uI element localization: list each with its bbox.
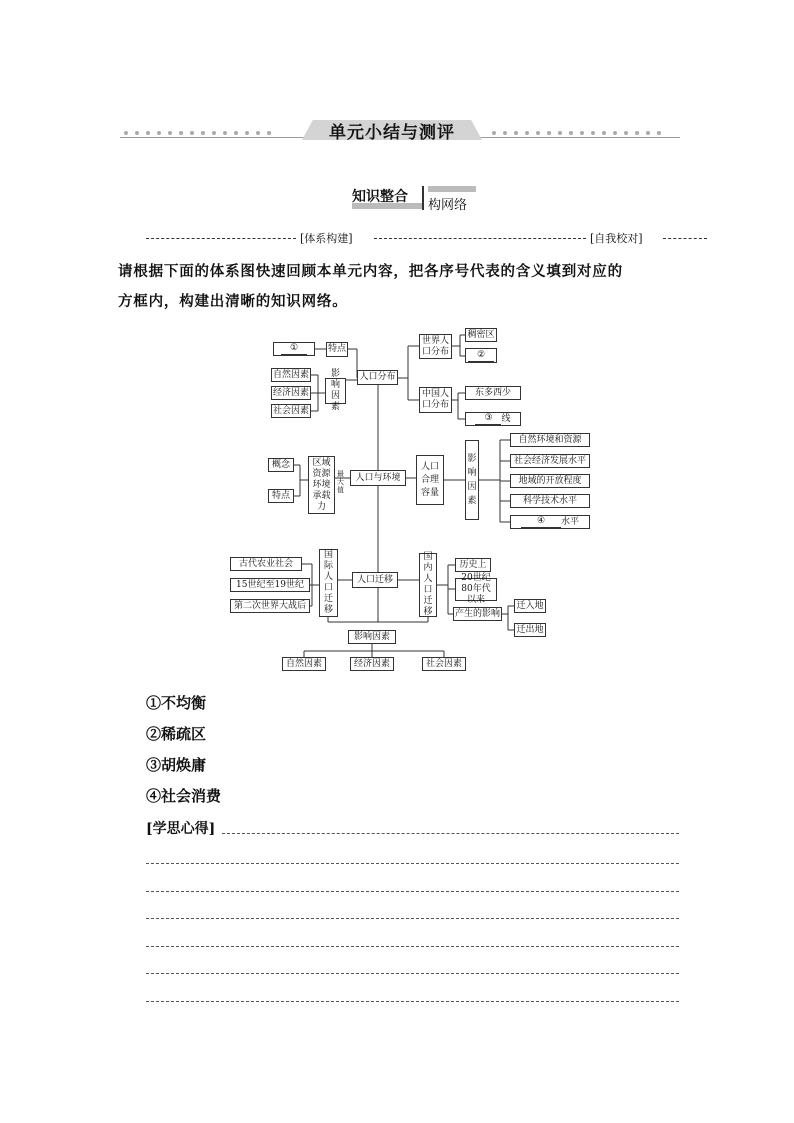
answer-3: ③胡焕庸: [146, 756, 207, 774]
box-factor-1: 自然环境和资源: [510, 433, 590, 447]
note-line-4[interactable]: [146, 918, 679, 919]
note-line-7[interactable]: [146, 1001, 679, 1002]
box-qianru: 迁入地: [514, 599, 546, 613]
box-dongduo: 东多西少: [465, 386, 521, 400]
blank-2-box[interactable]: [465, 348, 497, 363]
box-guonei: 国内人口迁移: [419, 553, 437, 617]
box-qianchu: 迁出地: [514, 623, 546, 637]
box-tedian-2: 特点: [268, 489, 294, 503]
xian-text: 线: [501, 413, 511, 424]
box-factor-4: 科学技术水平: [510, 494, 590, 508]
note-line-5[interactable]: [146, 946, 679, 947]
section-check: [自我校对]: [590, 232, 643, 245]
answer-2: ②稀疏区: [146, 725, 207, 743]
box-jingji: 经济因素: [271, 386, 311, 400]
box-ziran-2: 自然因素: [282, 657, 326, 671]
box-tedian: 特点: [326, 342, 348, 357]
box-quyu: 区域资源环境承载力: [308, 456, 335, 514]
label-zuida: 最大值: [337, 470, 344, 494]
box-shijie-fenbu: 世界人口分布: [419, 334, 452, 359]
box-lishi: 历史上: [455, 558, 491, 572]
box-renkou-fenbu: 人口分布: [357, 370, 398, 385]
intro-line-1: 请根据下面的体系图快速回顾本单元内容，把各序号代表的含义填到对应的: [118, 263, 623, 280]
box-shehui-2: 社会因素: [422, 657, 466, 671]
box-choumi: 稠密区: [465, 328, 497, 342]
box-factor-3: 地域的开放程度: [510, 474, 590, 488]
section-structure: [体系构建]: [300, 232, 353, 245]
intro-line-2: 方框内，构建出清晰的知识网络。: [118, 293, 348, 310]
answer-4: ④社会消费: [146, 787, 222, 805]
tag-main: 知识整合: [352, 189, 408, 205]
blank-1: ①: [281, 343, 307, 355]
box-renkou-huanjing: 人口与环境: [350, 470, 406, 486]
box-zhongguo-fenbu: 中国人口分布: [419, 387, 452, 413]
box-shiwu: 15世纪至19世纪: [230, 578, 310, 592]
note-line-2[interactable]: [146, 863, 679, 864]
box-gudai: 古代农业社会: [230, 557, 302, 571]
note-line-3[interactable]: [146, 891, 679, 892]
box-factor-2: 社会经济发展水平: [510, 454, 590, 468]
note-line-6[interactable]: [146, 973, 679, 974]
blank-3-box[interactable]: [465, 412, 521, 426]
box-yingxiang: 影响因素: [325, 378, 346, 404]
note-line-1[interactable]: [222, 833, 679, 834]
blank-2: ②: [468, 350, 494, 362]
box-ziran: 自然因素: [271, 368, 311, 382]
tag-sub: 构网络: [428, 198, 468, 213]
box-yingxiang-3: 影响因素: [348, 630, 396, 644]
box-chansheng: 产生的影响: [453, 607, 502, 621]
box-jingji-2: 经济因素: [350, 657, 394, 671]
box-renkou-qianyi: 人口迁移: [352, 572, 398, 588]
box-gainian: 概念: [268, 458, 294, 472]
box-yingxiang-2: 影响因素: [465, 440, 479, 520]
learning-label: [学思心得]: [146, 821, 216, 837]
box-heli: 人口合理容量: [416, 455, 444, 505]
blank-3: ③: [475, 413, 501, 425]
box-erci: 第二次世界大战后: [230, 599, 310, 613]
answer-1: ①不均衡: [146, 694, 207, 712]
blank-4: ④: [521, 516, 561, 528]
blank-4-box[interactable]: [510, 515, 590, 529]
box-shehui: 社会因素: [271, 404, 311, 418]
box-ershi: 20世纪80年代以来: [455, 578, 497, 601]
box-guoji: 国际人口迁移: [319, 549, 338, 617]
banner-title: 单元小结与测评: [329, 123, 455, 143]
shuiping-text: 水平: [560, 516, 579, 527]
blank-1-box[interactable]: [273, 342, 315, 356]
